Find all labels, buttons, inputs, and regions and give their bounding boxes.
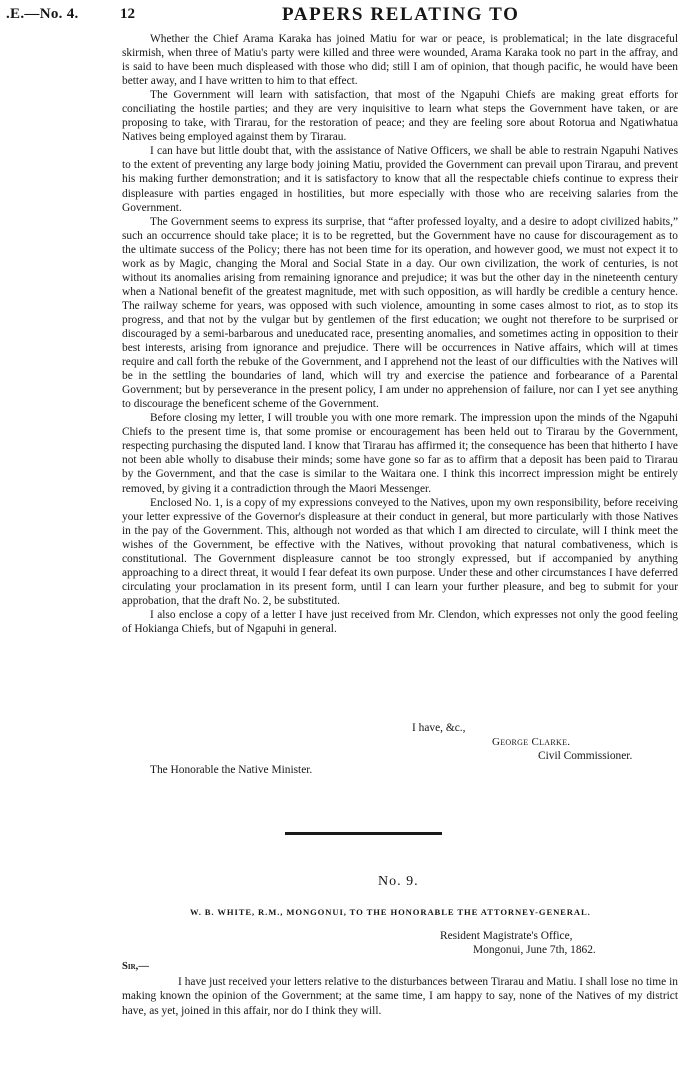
- document-reference: .E.—No. 4.: [6, 6, 79, 22]
- letter-paragraph: I have just received your letters relative to the disturbances between Tirarau and Matiu. I shall lose no time in making known the opinion of the Government; at the same time, I am happy to say, none of the Natives of my district have, as yet, joined in this affair, nor do I think they will.: [122, 976, 678, 1017]
- body-paragraph: I also enclose a copy of a letter I have just received from Mr. Clendon, which expresses not only the good feeling of Hokianga Chiefs, but of Ngapuhi in general.: [122, 608, 678, 635]
- place-date: Mongonui, June 7th, 1862.: [473, 944, 596, 956]
- body-paragraph: Before closing my letter, I will trouble you with one more remark. The impression upon the minds of the Ngapuhi Chiefs to the present time is, that some promise or encouragement has been held out to Tirarau by the Government, respecting purchasing the disputed land. I know that Tirarau has affirmed it; the consequence has been that hitherto I have not been able wholly to disabuse their minds; some have gone so far as to affirm that a deposit has been paid to Tirarau by the Government, and that the case is similar to the Waitara one. I think this incorrect impression might be entirely removed, by giving it a contradiction through the Maori Messenger.: [122, 412, 678, 495]
- letter-body: [122, 32, 678, 636]
- document-number: No. 9.: [378, 874, 419, 889]
- body-paragraph: The Government seems to express its surprise, that “after professed loyalty, and a desire to adopt civilized habits,” such an occurrence should take place; it is to be regretted, but the Government have no cause for discouragement as to the ultimate success of the Policy; there has not been time for its operation, and however good, we must not expect it to work as by Magic, changing the Moral and Social State in a day. Our own civilization, the work of centuries, is not without its anomalies arising from remaining ignorance and prejudice; it was but the other day in the nineteenth century when a National benefit of the greatest magnitude, met with such opposition, as will hardly be credible a century hence. The railway scheme for years, was opposed with such violence, amounting in some cases almost to riot, as to stop its progress, and that not by the vulgar but by gentlemen of the first education; we ought not therefore to be surprised or discouraged by a semi-barbarous and uneducated race, presenting anomalies, and sometimes acting in opposition to their best interests, arising from ignorance and prejudice. There will be occurrences in Native affairs, which will at times require and call forth the rebuke of the Government, and I apprehend not the least of our difficulties with the Natives will be in the settling the boundaries of land, which will try and exercise the patience and forbearance of a Parental Government; but by perseverance in the present policy, I am under no apprehension of failure, nor can I yet see anything to discourage the beneficent scheme of the Government.: [122, 215, 678, 411]
- page-number: 12: [120, 6, 135, 22]
- body-paragraph: I can have but little doubt that, with the assistance of Native Officers, we shall be able to restrain Ngapuhi Natives to the extent of preventing any large body joining Matiu, provided the Government can prevail upon Tirarau, and prevent his making further demonstration; and it is satisfactory to know that all the respectable chiefs continue to express their displeasure with parties engaged in hostilities, but more especially with those who are receiving salaries from the Government.: [122, 145, 678, 214]
- body-paragraph: The Government will learn with satisfaction, that most of the Ngapuhi Chiefs are making great efforts for conciliating the hostile parties; and they are very inquisitive to learn what steps the Government have taken, or are proposing to take, with Tirarau, for the restoration of peace; and they are feeling sore about Rotorua and Ngatiwhatua Natives being employed against them by Tirarau.: [122, 89, 678, 144]
- body-paragraph: Enclosed No. 1, is a copy of my expressions conveyed to the Natives, upon my own responsibility, before receiving your letter expressive of the Governor's displeasure at their conduct in general, but more particularly with those Natives in the pay of the Government. This, although not worded as that which I am directed to circulate, will I think meet the wishes of the Government, be effective with the Natives, without provoking that natural combativeness, which is constitutional. The Government displeasure cannot be too strongly expressed, but if accompanied by anything approaching to a direct threat, it would I fear defeat its own purpose. Under these and other circumstances I have deferred circulating your proclamation in its present form, until I can learn your further pleasure, and beg to submit for your approbation, that the draft No. 2, be substituted.: [122, 496, 678, 607]
- body-paragraph: Whether the Chief Arama Karaka has joined Matiu for war or peace, is problematical; in the late disgraceful skirmish, when three of Matiu's party were killed and three were wounded, Arama Karaka took no part in the affray, and is said to have been much displeased with those who did; still I am of opinion, that though pacific, he would have been better away, and I have written to him to that effect.: [122, 33, 678, 88]
- addressee: The Honorable the Native Minister.: [150, 764, 313, 776]
- salutation: Sir,—: [122, 961, 149, 972]
- page-title: PAPERS RELATING TO: [282, 4, 520, 25]
- section-divider: [285, 832, 442, 835]
- document-heading: W. B. WHITE, R.M., MONGONUI, TO THE HONORABLE THE ATTORNEY-GENERAL.: [190, 907, 591, 917]
- signer-name: George Clarke.: [492, 736, 571, 748]
- page-header: [0, 4, 700, 30]
- letter-text: [122, 975, 678, 1018]
- closing-phrase: I have, &c.,: [412, 722, 466, 734]
- signer-title: Civil Commissioner.: [538, 750, 633, 762]
- sender-office: Resident Magistrate's Office,: [440, 930, 573, 942]
